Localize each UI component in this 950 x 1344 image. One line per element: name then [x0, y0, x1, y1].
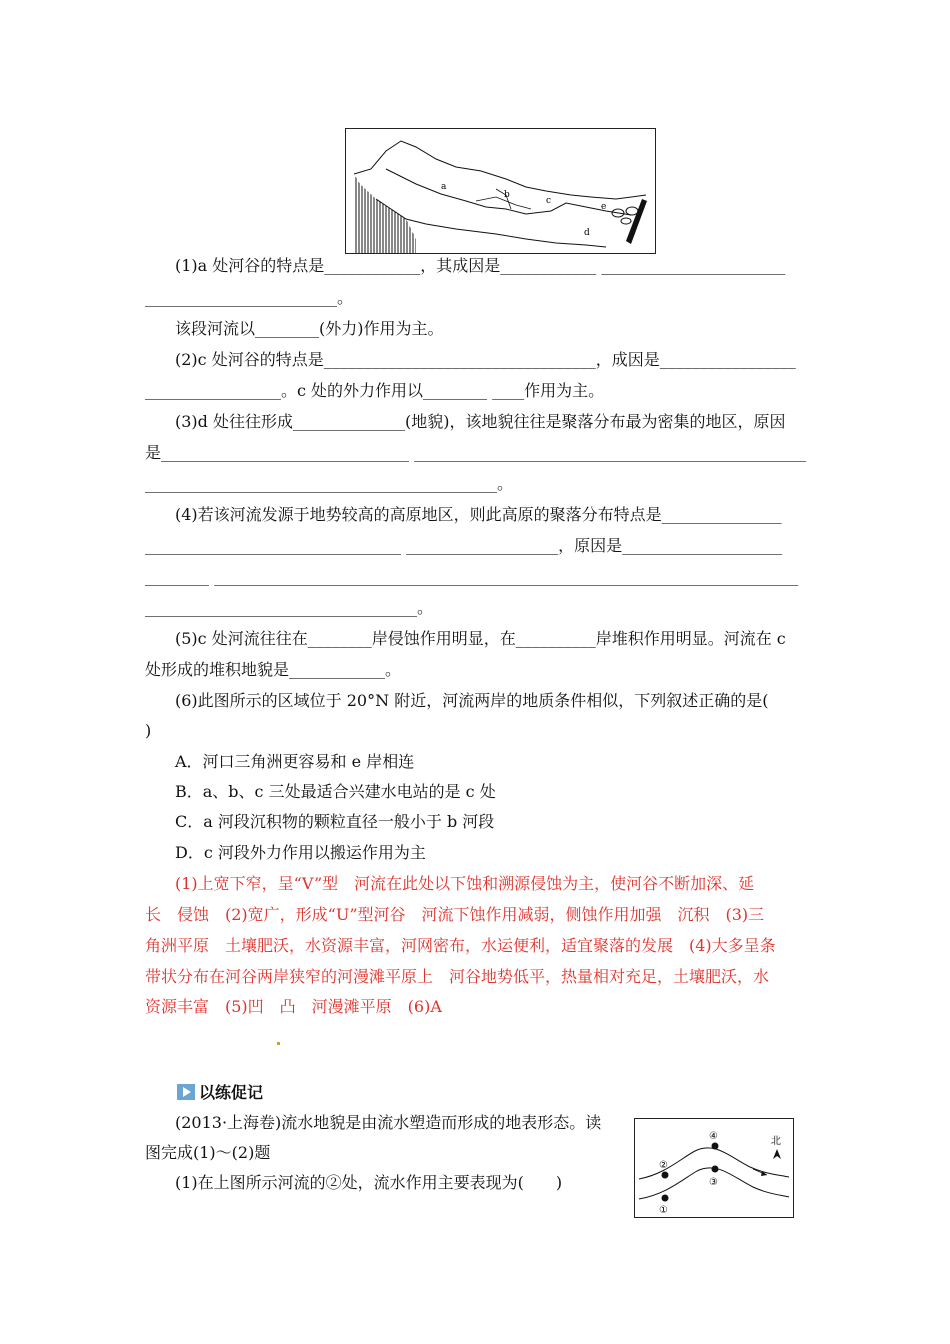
answer-line-2: 长 侵蚀 (2)宽广，形成“U”型河谷 河流下蚀作用减弱，侧蚀作用加强 沉积 (3)三 [145, 905, 765, 924]
question-4-cont: ________________________________ ___________________，原因是____________________ [145, 536, 783, 555]
section-header [177, 1080, 263, 1103]
practice-intro: (2013·上海卷)流水地貌是由流水塑造而形成的地表形态。读 [175, 1113, 602, 1132]
question-3: (3)d 处往往形成______________(地貌)，该地貌往往是聚落分布最为密集的地区，原因 [175, 412, 786, 431]
marker-1: ① [659, 1205, 668, 1216]
answer-line-5: 资源丰富 (5)凹 凸 河漫滩平原 (6)A [145, 997, 442, 1016]
question-2-cont: _________________。c 处的外力作用以________ ____作用为主。 [145, 381, 605, 400]
answer-line-1: (1)上宽下窄，呈“V”型 河流在此处以下蚀和溯源侵蚀为主，使河谷不断加深、延 [175, 874, 755, 893]
meander-figure [634, 1118, 794, 1218]
option-d: D．c 河段外力作用以搬运作用为主 [175, 843, 426, 862]
label-c: c [546, 196, 552, 206]
option-c: C．a 河段沉积物的颗粒直径一般小于 b 河段 [175, 812, 495, 831]
question-4: (4)若该河流发源于地势较高的高原地区，则此高原的聚落分布特点是_______________ [175, 505, 782, 524]
question-1-force: 该段河流以________(外力)作用为主。 [175, 319, 444, 338]
option-a: A．河口三角洲更容易和 e 岸相连 [175, 752, 415, 771]
marker-2: ② [659, 1160, 668, 1171]
river-valley-map [346, 129, 655, 253]
question-2: (2)c 处河谷的特点是__________________________________，成因是_________________ [175, 350, 796, 369]
marker-3: ③ [709, 1177, 718, 1188]
answer-line-3: 角洲平原 土壤肥沃，水资源丰富，河网密布，水运便利，适宜聚落的发展 (4)大多呈条 [145, 936, 776, 955]
river-valley-figure [345, 128, 656, 254]
marker-4: ④ [709, 1131, 718, 1142]
label-e: e [601, 202, 607, 212]
north-label: 北 [771, 1136, 781, 1147]
label-a: a [441, 182, 447, 192]
practice-intro-cont: 图完成(1)～(2)题 [145, 1143, 271, 1162]
answer-line-4: 带状分布在河谷两岸狭窄的河漫滩平原上 河谷地势低平，热量相对充足，土壤肥沃，水 [145, 967, 770, 986]
question-4-cont2: ________ _________________________________________________________________________ [145, 567, 799, 586]
question-3-end: ____________________________________________。 [145, 474, 514, 493]
label-d: d [584, 228, 590, 238]
question-3-cont: 是_______________________________ _________________________________________________ [145, 443, 807, 462]
label-b: b [504, 190, 510, 200]
practice-question-1: (1)在上图所示河流的②处，流水作用主要表现为( ) [175, 1173, 563, 1192]
question-1: (1)a 处河谷的特点是____________，其成因是____________ _______________________ [175, 256, 786, 275]
question-4-end: __________________________________。 [145, 598, 434, 617]
section-title: 以练促记 [199, 1083, 264, 1102]
decorative-dot [277, 1042, 280, 1045]
question-6: (6)此图所示的区域位于 20°N 附近，河流两岸的地质条件相似，下列叙述正确的是( [175, 691, 769, 710]
option-b: B．a、b、c 三处最适合兴建水电站的是 c 处 [175, 782, 496, 801]
question-6-paren: ) [145, 721, 152, 740]
question-5-cont: 处形成的堆积地貌是____________。 [145, 660, 402, 679]
question-5: (5)c 处河流往往在________岸侵蚀作用明显，在__________岸堆积作用明显。河流在 c [175, 629, 786, 648]
play-icon [177, 1084, 195, 1100]
meander-map [635, 1119, 793, 1217]
question-1-cont: ________________________。 [145, 288, 354, 307]
